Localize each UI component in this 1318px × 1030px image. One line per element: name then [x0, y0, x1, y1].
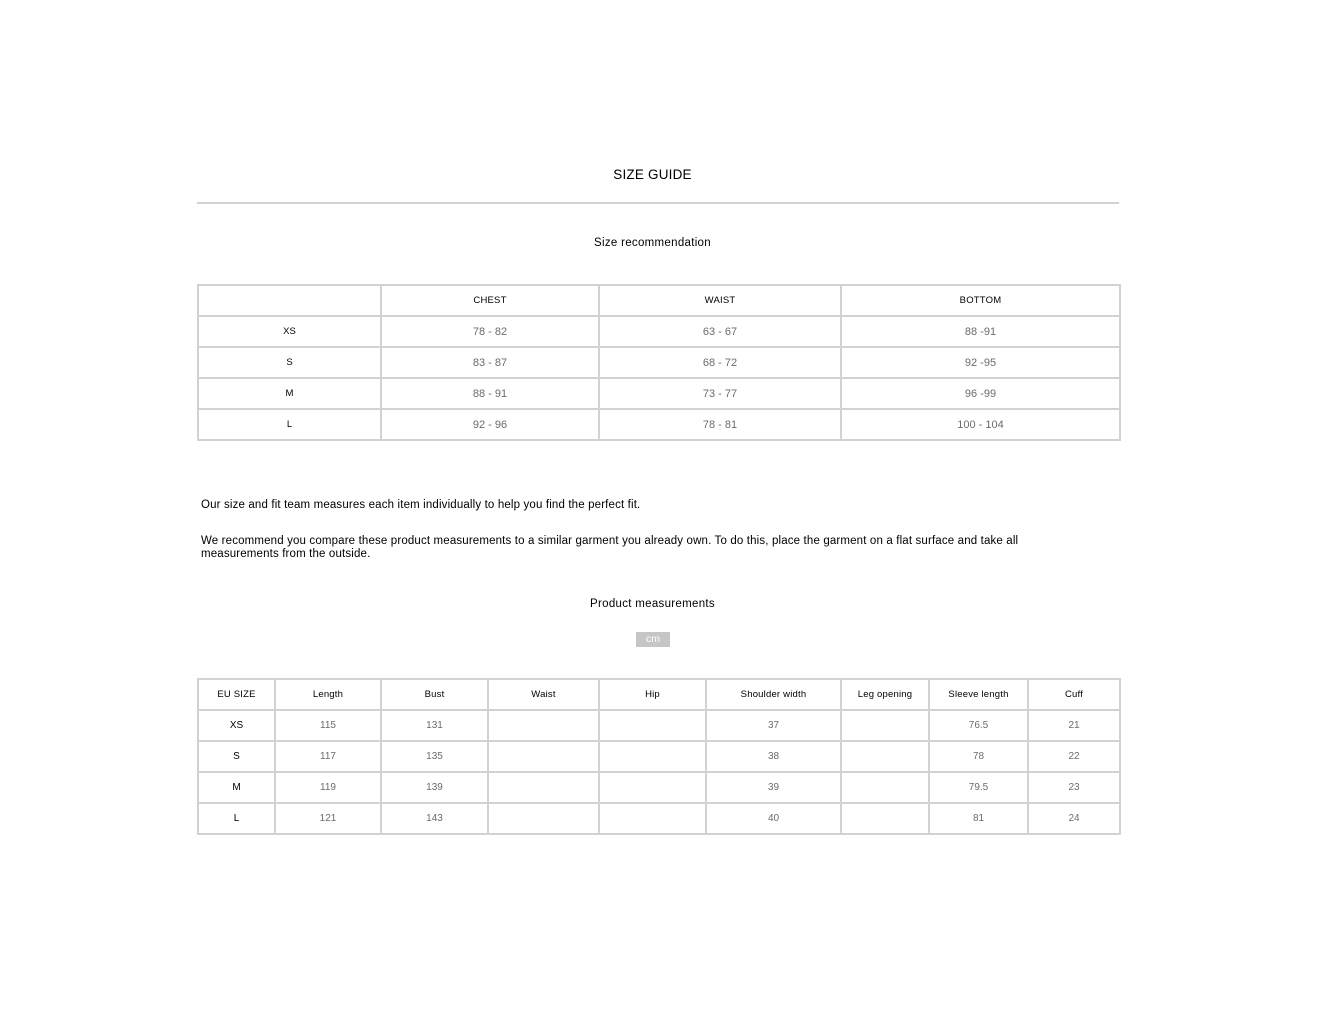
- waist-cell: [488, 803, 599, 834]
- bust-cell: 143: [381, 803, 488, 834]
- fit-team-paragraph: Our size and fit team measures each item individually to help you find the perfect fit.: [201, 499, 641, 511]
- waist-cell: 73 - 77: [599, 378, 841, 409]
- header-cell-bust: Bust: [381, 679, 488, 710]
- size-cell: XS: [198, 710, 275, 741]
- waist-cell: [488, 772, 599, 803]
- size-cell: M: [198, 378, 381, 409]
- size-cell: S: [198, 347, 381, 378]
- product-measurements-table: [197, 678, 1121, 835]
- compare-paragraph: We recommend you compare these product measurements to a similar garment you already own. To do this, place the garment on a flat surface and take all measurements from the outside.: [201, 535, 1019, 560]
- header-cell-waist: WAIST: [599, 285, 841, 316]
- size-recommendation-table: [197, 284, 1121, 441]
- waist-cell: 78 - 81: [599, 409, 841, 440]
- sleeve-cell: 81: [929, 803, 1028, 834]
- bottom-cell: 92 -95: [841, 347, 1120, 378]
- chest-cell: 83 - 87: [381, 347, 599, 378]
- header-cell-eu-size: EU SIZE: [198, 679, 275, 710]
- length-cell: 115: [275, 710, 381, 741]
- size-cell: M: [198, 772, 275, 803]
- length-cell: 119: [275, 772, 381, 803]
- leg-opening-cell: [841, 741, 929, 772]
- table-header-row: [198, 285, 1120, 316]
- chest-cell: 78 - 82: [381, 316, 599, 347]
- page-title: SIZE GUIDE: [613, 167, 692, 182]
- header-cell-bottom: BOTTOM: [841, 285, 1120, 316]
- hip-cell: [599, 772, 706, 803]
- size-cell: L: [198, 803, 275, 834]
- header-cell-length: Length: [275, 679, 381, 710]
- header-cell-sleeve-length: Sleeve length: [929, 679, 1028, 710]
- leg-opening-cell: [841, 710, 929, 741]
- chest-cell: 92 - 96: [381, 409, 599, 440]
- shoulder-cell: 37: [706, 710, 841, 741]
- table-row: [198, 409, 1120, 440]
- header-cell-cuff: Cuff: [1028, 679, 1120, 710]
- title-divider: [197, 202, 1119, 204]
- bust-cell: 135: [381, 741, 488, 772]
- cuff-cell: 22: [1028, 741, 1120, 772]
- bottom-cell: 88 -91: [841, 316, 1120, 347]
- table-row: [198, 710, 1120, 741]
- sleeve-cell: 78: [929, 741, 1028, 772]
- shoulder-cell: 39: [706, 772, 841, 803]
- table-row: [198, 347, 1120, 378]
- length-cell: 117: [275, 741, 381, 772]
- size-cell: XS: [198, 316, 381, 347]
- size-recommendation-title: Size recommendation: [594, 237, 711, 249]
- header-cell: [198, 285, 381, 316]
- cuff-cell: 23: [1028, 772, 1120, 803]
- bottom-cell: 96 -99: [841, 378, 1120, 409]
- header-cell-waist: Waist: [488, 679, 599, 710]
- leg-opening-cell: [841, 803, 929, 834]
- bust-cell: 139: [381, 772, 488, 803]
- table-header-row: [198, 679, 1120, 710]
- hip-cell: [599, 803, 706, 834]
- header-cell-shoulder-width: Shoulder width: [706, 679, 841, 710]
- product-measurements-title: Product measurements: [590, 598, 715, 610]
- waist-cell: [488, 741, 599, 772]
- table-row: [198, 378, 1120, 409]
- leg-opening-cell: [841, 772, 929, 803]
- length-cell: 121: [275, 803, 381, 834]
- sleeve-cell: 79.5: [929, 772, 1028, 803]
- waist-cell: 68 - 72: [599, 347, 841, 378]
- unit-cm-tab[interactable]: cm: [636, 632, 670, 647]
- bust-cell: 131: [381, 710, 488, 741]
- table-row: [198, 803, 1120, 834]
- hip-cell: [599, 741, 706, 772]
- waist-cell: 63 - 67: [599, 316, 841, 347]
- table-row: [198, 316, 1120, 347]
- bottom-cell: 100 - 104: [841, 409, 1120, 440]
- hip-cell: [599, 710, 706, 741]
- size-cell: L: [198, 409, 381, 440]
- table-row: [198, 741, 1120, 772]
- sleeve-cell: 76.5: [929, 710, 1028, 741]
- shoulder-cell: 40: [706, 803, 841, 834]
- shoulder-cell: 38: [706, 741, 841, 772]
- header-cell-chest: CHEST: [381, 285, 599, 316]
- size-cell: S: [198, 741, 275, 772]
- cuff-cell: 21: [1028, 710, 1120, 741]
- header-cell-hip: Hip: [599, 679, 706, 710]
- chest-cell: 88 - 91: [381, 378, 599, 409]
- header-cell-leg-opening: Leg opening: [841, 679, 929, 710]
- waist-cell: [488, 710, 599, 741]
- table-row: [198, 772, 1120, 803]
- cuff-cell: 24: [1028, 803, 1120, 834]
